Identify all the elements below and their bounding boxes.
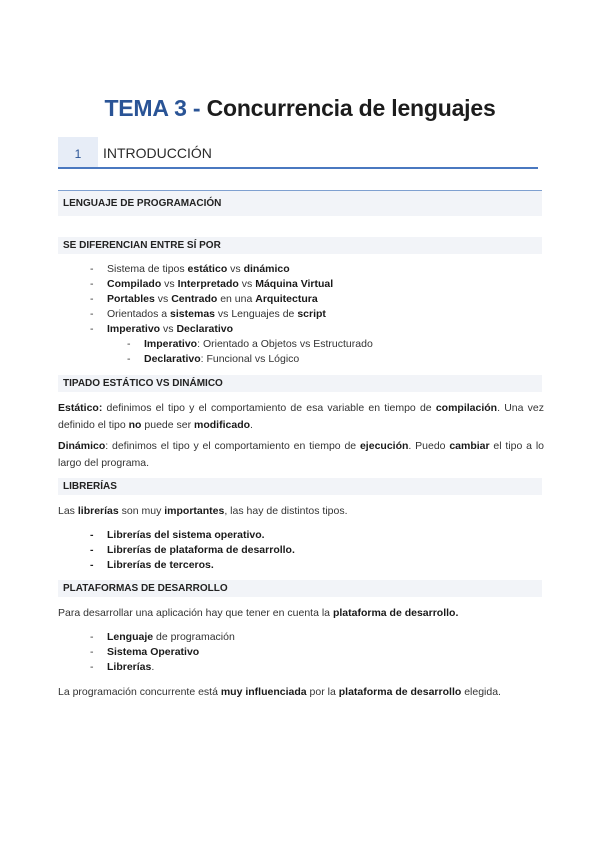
section-number: 1 [58,137,98,167]
list-item: - Portables vs Centrado en una Arquitectura [90,292,333,307]
list-item: - Librerías de plataforma de desarrollo. [90,543,295,558]
librerias-list [90,528,295,573]
list-item: - Librerías de terceros. [90,558,295,573]
plataformas-intro: Para desarrollar una aplicación hay que tener en cuenta la plataforma de desarrollo. [58,607,459,619]
diferencias-list [90,262,333,337]
librerias-intro: Las librerías son muy importantes, las hay de distintos tipos. [58,505,348,517]
list-item: - Librerías del sistema operativo. [90,528,295,543]
list-item: - Compilado vs Interpretado vs Máquina Virtual [90,277,333,292]
list-item: - Sistema Operativo [90,645,235,660]
plataformas-conclusion: La programación concurrente está muy influenciada por la plataforma de desarrollo elegida. [58,686,501,698]
list-item: - Imperativo: Orientado a Objetos vs Estructurado [127,337,373,352]
heading-lenguaje: LENGUAJE DE PROGRAMACIÓN [58,190,542,216]
list-item: - Orientados a sistemas vs Lenguajes de script [90,307,333,322]
sub-diferencias-list [90,337,373,367]
section-header [58,137,538,169]
list-item: - Lenguaje de programación [90,630,235,645]
heading-plataformas: PLATAFORMAS DE DESARROLLO [58,580,542,597]
tipado-dinamico: Dinámico: definimos el tipo y el comportamiento en tiempo de ejecución. Puedo cambiar el tipo a lo largo del programa. [58,440,544,469]
list-item: - Declarativo: Funcional vs Lógico [127,352,373,367]
page-title: TEMA 3 - Concurrencia de lenguajes [104,95,496,121]
list-item: - Imperativo vs Declarativo [90,322,333,337]
heading-librerias: LIBRERÍAS [58,478,542,495]
heading-diferencian: SE DIFERENCIAN ENTRE SÍ POR [58,237,542,254]
plataformas-list [90,630,235,675]
section-title: INTRODUCCIÓN [103,145,212,161]
tipado-estatico: Estático: definimos el tipo y el comportamiento de esa variable en tiempo de compilación. Una vez definido el tipo no puede ser modificado. [58,402,544,431]
list-item: - Librerías. [90,660,235,675]
heading-tipado: TIPADO ESTÁTICO VS DINÁMICO [58,375,542,392]
list-item: - Sistema de tipos estático vs dinámico [90,262,333,277]
